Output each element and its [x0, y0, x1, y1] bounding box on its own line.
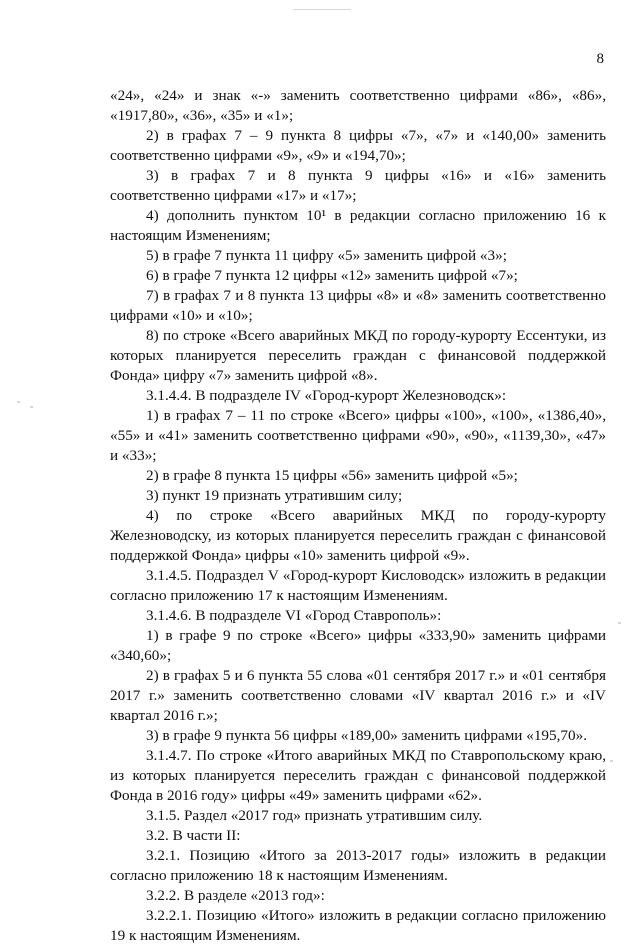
document-body [110, 86, 606, 946]
paragraph-item-3: 3) в графах 7 и 8 пункта 9 цифры «16» и «16» заменить соответственно цифрами «17» и «17»; [110, 167, 606, 204]
paragraph-item-1: 1) в графе 9 по строке «Всего» цифры «333,90» заменить цифрами «340,60»; [110, 627, 606, 664]
paragraph-item-6: 6) в графе 7 пункта 12 цифры «12» заменить цифрой «7»; [146, 267, 518, 284]
paragraph-item-1: 1) в графах 7 – 11 по строке «Всего» цифры «100», «100», «1386,40», «55» и «41» заменить соответственно цифрами «90», «90», «1139,30», «47» и «33»; [110, 407, 606, 464]
page-number: 8 [596, 51, 604, 67]
paragraph-item-7: 7) в графах 7 и 8 пункта 13 цифры «8» и «8» заменить соответственно цифрами «10» и «10»; [110, 287, 606, 324]
section-heading-3-2: 3.2. В части II: [146, 827, 241, 844]
paragraph-item-5: 5) в графе 7 пункта 11 цифру «5» заменить цифрой «3»; [146, 247, 507, 264]
section-heading-3-2-2-1: 3.2.2.1. Позицию «Итого» изложить в редакции согласно приложению 19 к настоящим Изменениям. [110, 907, 606, 944]
section-heading-3-2-1: 3.2.1. Позицию «Итого за 2013-2017 годы» изложить в редакции согласно приложению 18 к настоящим Изменениям. [110, 847, 606, 884]
paragraph-item-2: 2) в графах 7 – 9 пункта 8 цифры «7», «7» и «140,00» заменить соответственно цифрами «9», «9» и «194,70»; [110, 127, 606, 164]
scan-artifact [30, 406, 33, 408]
scan-artifact [293, 9, 351, 10]
scan-artifact [618, 622, 621, 624]
section-heading-3-2-2: 3.2.2. В разделе «2013 год»: [146, 887, 325, 904]
section-heading-3-1-4-4: 3.1.4.4. В подразделе IV «Город-курорт Железноводск»: [146, 387, 507, 404]
paragraph-item-4: 4) по строке «Всего аварийных МКД по городу-курорту Железноводску, из которых планируется переселить граждан с финансовой поддержкой Фонда» цифры «10» заменить цифрой «9». [110, 507, 606, 564]
paragraph-continuation: «24», «24» и знак «-» заменить соответственно цифрами «86», «86», «1917,80», «36», «35» и «1»; [110, 87, 606, 124]
paragraph-item-4: 4) дополнить пунктом 10¹ в редакции согласно приложению 16 к настоящим Изменениям; [110, 207, 606, 244]
section-heading-3-1-4-5: 3.1.4.5. Подраздел V «Город-курорт Кисловодск» изложить в редакции согласно приложению 17 к настоящим Изменениям. [110, 567, 606, 604]
paragraph-item-3: 3) пункт 19 признать утратившим силу; [146, 487, 403, 504]
scan-artifact [17, 401, 20, 403]
scan-artifact [610, 760, 613, 762]
section-heading-3-1-4-7: 3.1.4.7. По строке «Итого аварийных МКД по Ставропольскому краю, из которых планируется переселить граждан с финансовой поддержкой Фонда в 2016 году» цифры «49» заменить цифрами «62». [110, 747, 606, 804]
section-heading-3-1-4-6: 3.1.4.6. В подразделе VI «Город Ставрополь»: [146, 607, 442, 624]
paragraph-item-2: 2) в графах 5 и 6 пункта 55 слова «01 сентября 2017 г.» и «01 сентября 2017 г.» заменить соответственно словами «IV квартал 2016 г.» и «IV квартал 2016 г.»; [110, 667, 606, 724]
paragraph-item-3: 3) в графе 9 пункта 56 цифры «189,00» заменить цифрами «195,70». [146, 727, 587, 744]
section-heading-3-1-5: 3.1.5. Раздел «2017 год» признать утратившим силу. [146, 807, 483, 824]
paragraph-item-2: 2) в графе 8 пункта 15 цифры «56» заменить цифрой «5»; [146, 467, 518, 484]
paragraph-item-8: 8) по строке «Всего аварийных МКД по городу-курорту Ессентуки, из которых планируется переселить граждан с финансовой поддержкой Фонда» цифру «7» заменить цифрой «8». [110, 327, 606, 384]
